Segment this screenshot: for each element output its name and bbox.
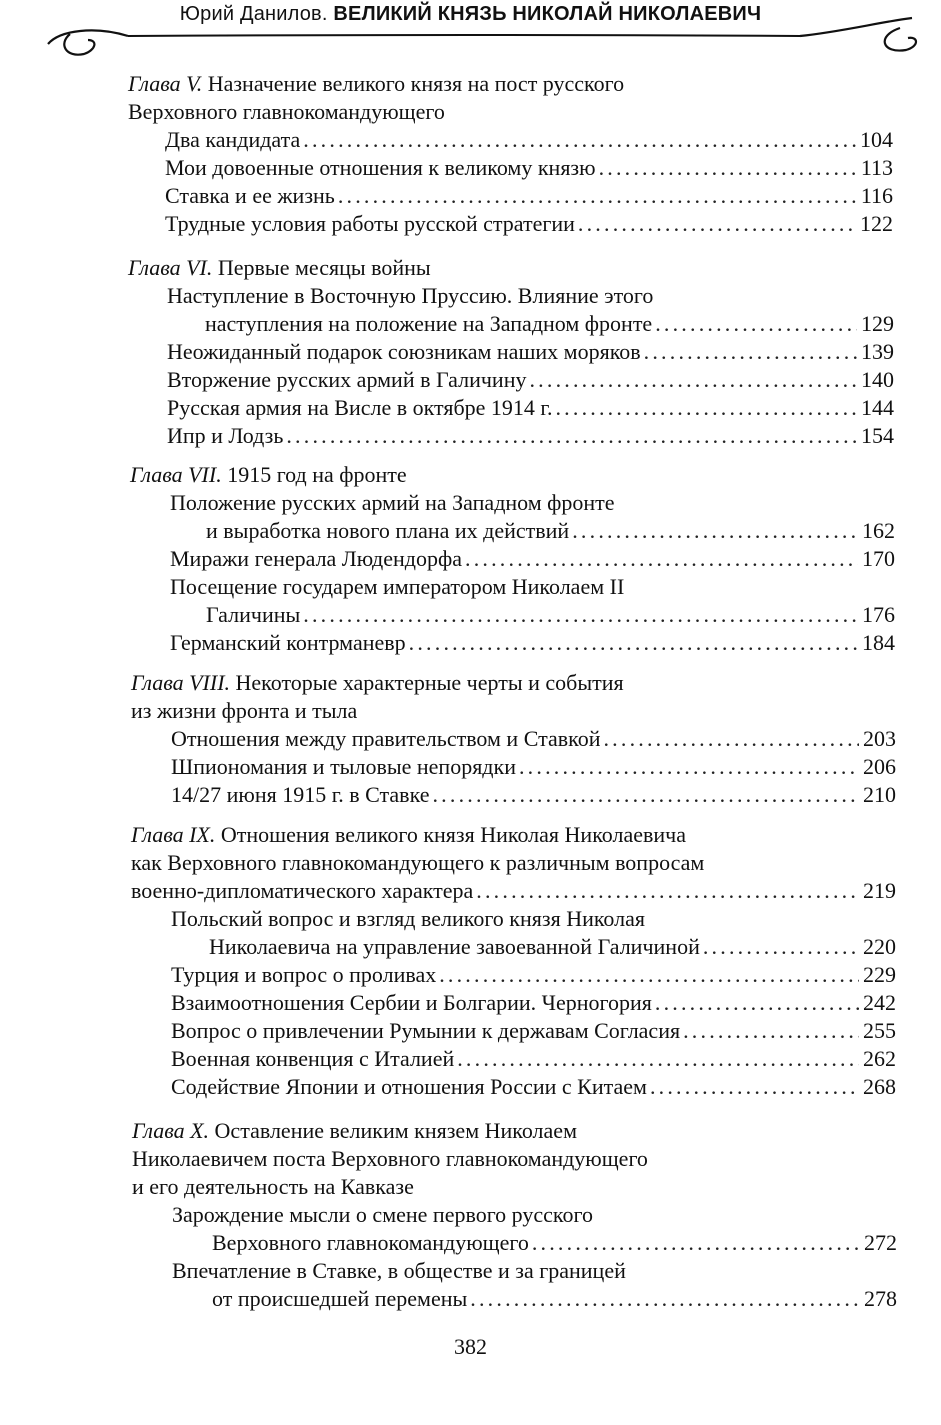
- toc-entry: [171, 781, 896, 809]
- entry-text: Ставка и ее жизнь: [165, 183, 335, 208]
- chapter-title: Назначение великого князя на пост русского: [207, 71, 625, 96]
- page-number: 170: [862, 546, 895, 571]
- entry-text: Верховного главнокомандующего: [212, 1230, 529, 1255]
- toc-entry: [171, 753, 896, 781]
- entry-text: от происшедшей перемены: [212, 1286, 468, 1311]
- toc-entry: [131, 877, 896, 905]
- leader-dots: [703, 933, 859, 961]
- entry-text: наступления на положение на Западном фронте: [205, 311, 653, 336]
- chapter-label: Глава IX.: [131, 822, 216, 847]
- entry-text: Николаевича на управление завоеванной Галичиной: [209, 934, 700, 959]
- toc-entry: [167, 366, 894, 394]
- chapter-title-line: и его деятельность на Кавказе: [132, 1174, 414, 1199]
- page-number: 184: [862, 630, 895, 655]
- page-number: 229: [863, 962, 896, 987]
- page-number: 129: [861, 311, 894, 336]
- page-number: 262: [863, 1046, 896, 1071]
- leader-dots: [578, 210, 856, 238]
- leader-dots: [303, 126, 856, 154]
- entry-text-first-line: Польский вопрос и взгляд великого князя Николая: [171, 906, 645, 931]
- entry-text: Неожиданный подарок союзникам наших моряков: [167, 339, 641, 364]
- leader-dots: [599, 154, 857, 182]
- entry-text: Шпиономания и тыловые непорядки: [171, 754, 516, 779]
- leader-dots: [457, 1045, 859, 1073]
- leader-dots: [532, 1229, 860, 1257]
- entry-text-first-line: Посещение государем императором Николаем II: [170, 574, 625, 599]
- toc-entry: [167, 338, 894, 366]
- page-number: 140: [861, 367, 894, 392]
- page-number: 220: [863, 934, 896, 959]
- chapter-title: Первые месяцы войны: [217, 255, 431, 280]
- chapter-title: Некоторые характерные черты и события: [235, 670, 624, 695]
- toc-entry: [212, 1229, 897, 1257]
- entry-text: Вторжение русских армий в Галичину: [167, 367, 527, 392]
- toc-entry: [171, 1073, 896, 1101]
- page-number: 139: [861, 339, 894, 364]
- header-ornament-icon: [0, 0, 941, 72]
- page-number: 242: [863, 990, 896, 1015]
- leader-dots: [519, 753, 859, 781]
- toc-entry: [165, 210, 893, 238]
- running-head: [0, 0, 941, 72]
- entry-text: Турция и вопрос о проливах: [171, 962, 437, 987]
- entry-text: Содействие Японии и отношения России с Китаем: [171, 1074, 647, 1099]
- leader-dots: [338, 182, 857, 210]
- leader-dots: [409, 629, 858, 657]
- page-number: 104: [860, 127, 893, 152]
- toc-entry: [170, 545, 895, 573]
- entry-text: и выработка нового плана их действий: [206, 518, 570, 543]
- entry-text-first-line: Наступление в Восточную Пруссию. Влияние этого: [167, 283, 654, 308]
- entry-text: Германский контрманевр: [170, 630, 406, 655]
- toc-entry: [167, 394, 894, 422]
- chapter-heading: [130, 461, 407, 489]
- chapter-title-line: военно-дипломатического характера: [131, 878, 474, 903]
- entry-text: Трудные условия работы русской стратегии: [165, 211, 575, 236]
- leader-dots: [655, 310, 857, 338]
- leader-dots: [439, 961, 859, 989]
- page-number: 268: [863, 1074, 896, 1099]
- leader-dots: [470, 1285, 860, 1313]
- chapter-label: Глава VIII.: [131, 670, 231, 695]
- page-number: 219: [863, 878, 896, 903]
- leader-dots: [465, 545, 858, 573]
- entry-text: Отношения между правительством и Ставкой: [171, 726, 601, 751]
- toc-entry: [209, 933, 896, 961]
- leader-dots: [303, 601, 858, 629]
- entry-text: Вопрос о привлечении Румынии к державам Согласия: [171, 1018, 681, 1043]
- toc-entry: [212, 1285, 897, 1313]
- page-number: 162: [862, 518, 895, 543]
- entry-text: Миражи генерала Людендорфа: [170, 546, 462, 571]
- page-number-footer: 382: [454, 1334, 487, 1359]
- toc-entry: [170, 629, 895, 657]
- entry-text-first-line: Зарождение мысли о смене первого русского: [172, 1202, 593, 1227]
- chapter-title-line: из жизни фронта и тыла: [131, 698, 358, 723]
- leader-dots: [529, 366, 857, 394]
- leader-dots: [650, 1073, 859, 1101]
- leader-dots: [655, 989, 859, 1017]
- leader-dots: [603, 725, 859, 753]
- chapter-title-line: Николаевичем поста Верховного главнокомандующего: [132, 1146, 648, 1171]
- chapter-title-line: как Верховного главнокомандующего к различным вопросам: [131, 850, 705, 875]
- page-number: 113: [860, 155, 893, 180]
- chapter-heading: [128, 254, 431, 282]
- entry-text: Ипр и Лодзь: [167, 423, 284, 448]
- chapter-heading: [132, 1117, 577, 1145]
- page-number: 255: [863, 1018, 896, 1043]
- entry-text: Два кандидата: [165, 127, 301, 152]
- entry-text: Мои довоенные отношения к великому князю: [165, 155, 596, 180]
- page-number: 122: [860, 211, 893, 236]
- running-head-author: Юрий Данилов.: [179, 3, 328, 25]
- entry-text-first-line: Впечатление в Ставке, в обществе и за границей: [172, 1258, 626, 1283]
- page-number: 154: [861, 423, 894, 448]
- chapter-title-line: Верховного главнокомандующего: [128, 99, 445, 124]
- entry-text: 14/27 июня 1915 г. в Ставке: [171, 782, 430, 807]
- running-head-book-title: ВЕЛИКИЙ КНЯЗЬ НИКОЛАЙ НИКОЛАЕВИЧ: [333, 3, 762, 25]
- leader-dots: [572, 517, 858, 545]
- chapter-label: Глава VI.: [128, 255, 213, 280]
- chapter-label: Глава V.: [128, 71, 203, 96]
- page-number: 272: [864, 1230, 897, 1255]
- entry-text-first-line: Положение русских армий на Западном фронте: [170, 490, 615, 515]
- page-number: 206: [863, 754, 896, 779]
- chapter-title: Оставление великим князем Николаем: [214, 1118, 577, 1143]
- toc-entry: [165, 154, 893, 182]
- entry-text: Галичины: [206, 602, 301, 627]
- entry-text: Взаимоотношения Сербии и Болгарии. Черногория: [171, 990, 652, 1015]
- leader-dots: [555, 394, 857, 422]
- toc-entry: [167, 422, 894, 450]
- page-number: 176: [862, 602, 895, 627]
- page-number: 116: [860, 183, 893, 208]
- toc-entry: [206, 517, 895, 545]
- toc-entry: [206, 601, 895, 629]
- toc-entry: [171, 961, 896, 989]
- leader-dots: [286, 422, 857, 450]
- toc-entry: [205, 310, 894, 338]
- toc-entry: [165, 182, 893, 210]
- chapter-title: 1915 год на фронте: [227, 462, 407, 487]
- leader-dots: [432, 781, 859, 809]
- chapter-label: Глава X.: [132, 1118, 210, 1143]
- toc-entry: [165, 126, 893, 154]
- toc-entry: [171, 1045, 896, 1073]
- page-number: 278: [864, 1286, 897, 1311]
- page-number: 210: [863, 782, 896, 807]
- chapter-title: Отношения великого князя Николая Николаевича: [220, 822, 686, 847]
- page-number: 203: [863, 726, 896, 751]
- page-number: 144: [861, 395, 894, 420]
- toc-entry: [171, 1017, 896, 1045]
- entry-text: Русская армия на Висле в октябре 1914 г.: [167, 395, 553, 420]
- chapter-heading: [131, 669, 624, 697]
- leader-dots: [476, 877, 859, 905]
- chapter-heading: [128, 70, 624, 98]
- leader-dots: [683, 1017, 859, 1045]
- chapter-label: Глава VII.: [130, 462, 222, 487]
- entry-text: Военная конвенция с Италией: [171, 1046, 455, 1071]
- toc-entry: [171, 725, 896, 753]
- leader-dots: [644, 338, 857, 366]
- chapter-heading: [131, 821, 686, 849]
- toc-entry: [171, 989, 896, 1017]
